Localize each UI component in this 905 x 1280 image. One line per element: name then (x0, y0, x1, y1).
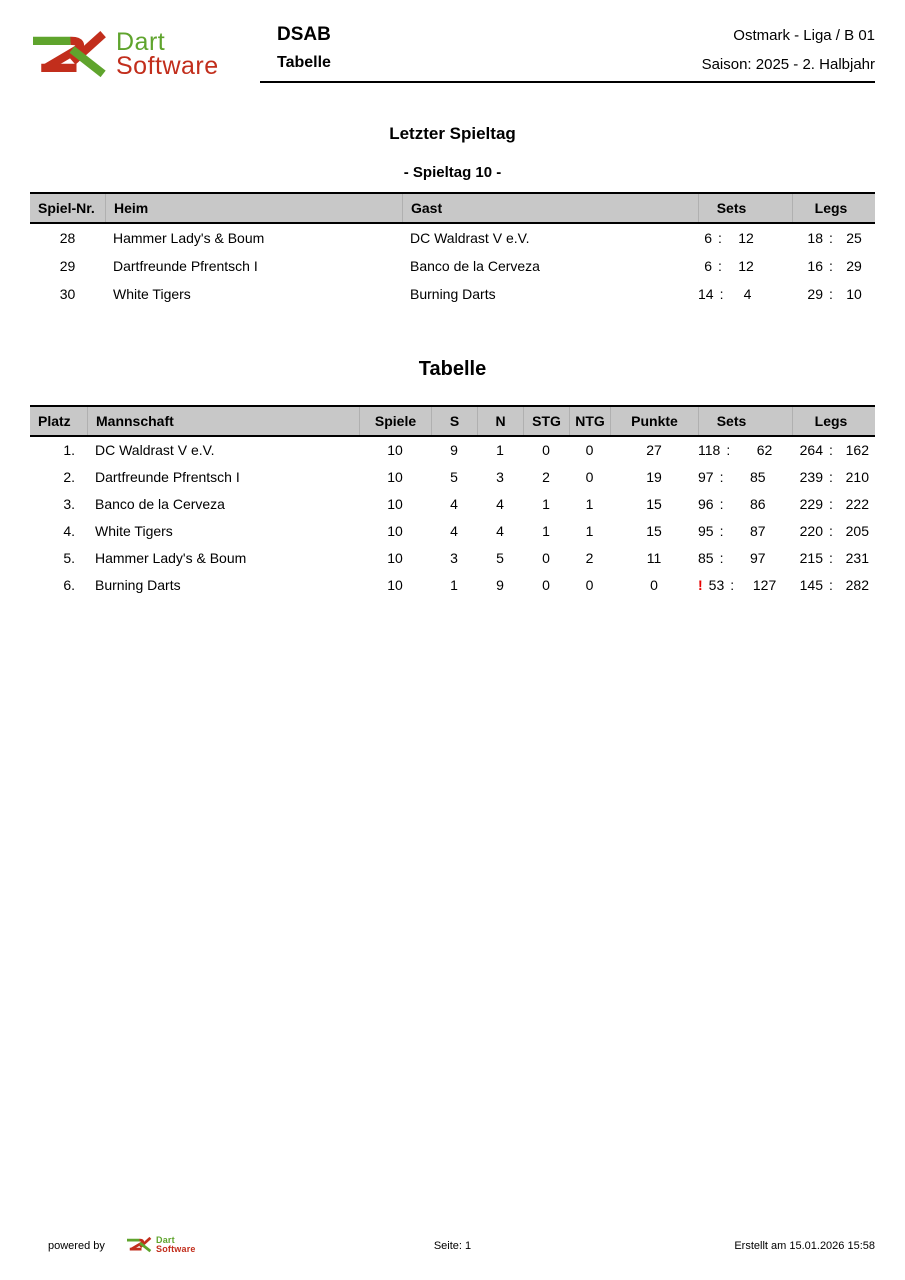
brand-word-software: Software (156, 1243, 196, 1254)
points: 27 (646, 442, 662, 458)
col-sets: Sets (698, 194, 792, 222)
home-team: Dartfreunde Pfrentsch I (113, 258, 258, 274)
wins: 5 (450, 469, 458, 485)
penalty-mark: ! (698, 577, 703, 593)
score-colon: : (719, 523, 724, 539)
losses: 4 (496, 523, 504, 539)
matchday-number-subtitle: - Spieltag 10 - (403, 164, 502, 181)
points: 19 (646, 469, 662, 485)
legs-guest: 25 (846, 230, 862, 246)
score-colon: : (719, 286, 724, 302)
brand-logo (30, 28, 219, 80)
sets-home: 97 (698, 469, 714, 485)
sets-guest: 97 (750, 550, 766, 566)
match-row (30, 252, 875, 280)
col-gast: Gast (402, 194, 698, 222)
score-colon: : (829, 496, 833, 512)
guest-team: Burning Darts (410, 286, 496, 302)
page-number: Seite: 1 (433, 1240, 472, 1252)
score-colon: : (726, 442, 731, 458)
stg: 0 (542, 577, 550, 593)
points: 15 (646, 523, 662, 539)
score-colon: : (829, 469, 833, 485)
sets-score (698, 518, 792, 545)
ntg: 2 (585, 550, 594, 566)
home-team: Hammer Lady's & Boum (113, 230, 265, 246)
score-colon: : (829, 442, 833, 458)
rank: 6. (63, 577, 75, 593)
team-name: DC Waldrast V e.V. (95, 442, 215, 458)
sets-home: 118 (698, 442, 721, 458)
brand-word-software: Software (116, 52, 219, 80)
legs-home: 16 (807, 258, 823, 274)
sets-guest: 127 (752, 577, 777, 593)
match-number: 29 (59, 258, 76, 274)
team-name: Burning Darts (95, 577, 181, 593)
legs-guest: 231 (845, 550, 869, 566)
legs-guest: 162 (845, 442, 869, 458)
sets-home: 95 (698, 523, 714, 539)
legs-guest: 282 (845, 577, 869, 593)
games: 10 (387, 523, 403, 539)
rank: 1. (63, 442, 75, 458)
sets-guest: 86 (750, 496, 766, 512)
sets-guest: 4 (743, 286, 752, 302)
sets-guest: 87 (750, 523, 766, 539)
sets-home: 96 (698, 496, 714, 512)
stg: 1 (542, 523, 550, 539)
score-colon: : (719, 550, 724, 566)
score-colon: : (829, 550, 833, 566)
legs-home: 239 (799, 469, 823, 485)
col-heim: Heim (105, 194, 402, 222)
standings-row (30, 545, 875, 572)
sets-home: 6 (704, 258, 712, 274)
stg: 2 (542, 469, 550, 485)
losses: 1 (496, 442, 504, 458)
dart-software-logo-icon (30, 28, 108, 80)
rank: 2. (63, 469, 75, 485)
legs-home: 18 (807, 230, 823, 246)
legs-home: 220 (799, 523, 823, 539)
standings-row (30, 464, 875, 491)
legs-score (792, 545, 875, 572)
col-legs: Legs (792, 194, 875, 222)
col-n: N (477, 407, 523, 435)
team-name: White Tigers (95, 523, 173, 539)
legs-score (792, 252, 875, 280)
standings-row (30, 572, 875, 599)
rank: 4. (63, 523, 75, 539)
standings-row (30, 491, 875, 518)
sets-score (698, 224, 792, 252)
legs-score (792, 437, 875, 464)
wins: 1 (450, 577, 458, 593)
losses: 4 (496, 496, 504, 512)
standings-title: Tabelle (418, 358, 487, 380)
legs-home: 264 (799, 442, 823, 458)
standings-table-header (30, 405, 875, 437)
sets-home: 6 (704, 230, 712, 246)
ntg: 1 (585, 523, 594, 539)
wins: 4 (450, 523, 458, 539)
legs-guest: 222 (845, 496, 869, 512)
document-title-block (277, 24, 331, 73)
sets-guest: 12 (738, 258, 754, 274)
home-team: White Tigers (113, 286, 191, 302)
col-s: S (431, 407, 477, 435)
standings-row (30, 437, 875, 464)
losses: 3 (496, 469, 504, 485)
last-matchday-title: Letzter Spieltag (389, 124, 516, 143)
document-type: Tabelle (277, 54, 331, 71)
col-mannschaft: Mannschaft (87, 407, 359, 435)
col-spielnr: Spiel-Nr. (38, 200, 95, 216)
match-number: 30 (59, 286, 76, 302)
score-colon: : (829, 258, 833, 274)
sets-score (698, 545, 792, 572)
wins: 9 (450, 442, 458, 458)
stg: 0 (542, 550, 550, 566)
col-ntg: NTG (569, 407, 610, 435)
last-matchday-table-header (30, 192, 875, 224)
sets-home: 14 (698, 286, 714, 302)
season-label: Saison: 2025 - 2. Halbjahr (701, 56, 875, 73)
sets-score (698, 252, 792, 280)
team-name: Hammer Lady's & Boum (95, 550, 247, 566)
score-colon: : (719, 496, 724, 512)
score-colon: : (829, 230, 833, 246)
sets-guest: 12 (738, 230, 754, 246)
sets-score (698, 491, 792, 518)
legs-score (792, 491, 875, 518)
rank: 5. (63, 550, 75, 566)
ntg: 0 (585, 469, 594, 485)
legs-guest: 10 (846, 286, 862, 302)
games: 10 (387, 469, 403, 485)
legs-score (792, 518, 875, 545)
legs-home: 215 (799, 550, 823, 566)
wins: 3 (450, 550, 458, 566)
legs-score (792, 572, 875, 599)
legs-home: 29 (807, 286, 823, 302)
match-number: 28 (59, 230, 76, 246)
legs-home: 229 (799, 496, 823, 512)
games: 10 (387, 550, 403, 566)
match-row (30, 280, 875, 308)
legs-score (792, 224, 875, 252)
brand-wordmark (116, 30, 219, 78)
stg: 0 (542, 442, 550, 458)
legs-score (792, 464, 875, 491)
ntg: 0 (585, 577, 594, 593)
games: 10 (387, 496, 403, 512)
sets-home: 85 (698, 550, 714, 566)
sets-guest: 85 (750, 469, 766, 485)
legs-guest: 210 (845, 469, 869, 485)
org-title: DSAB (277, 24, 331, 45)
rank: 3. (63, 496, 75, 512)
match-row (30, 224, 875, 252)
legs-score (792, 280, 875, 308)
brand-word-dart: Dart (116, 28, 166, 56)
sets-score (698, 464, 792, 491)
sets-score (698, 437, 792, 464)
created-timestamp: Erstellt am 15.01.2026 15:58 (734, 1240, 875, 1252)
sets-guest: 62 (756, 442, 773, 458)
standings-row (30, 518, 875, 545)
powered-by-label: powered by (48, 1240, 105, 1252)
legs-home: 145 (799, 577, 823, 593)
col-sets: Sets (698, 407, 792, 435)
points: 0 (650, 577, 658, 593)
col-platz: Platz (38, 413, 71, 429)
col-stg: STG (523, 407, 569, 435)
league-name: Ostmark - Liga / B 01 (733, 27, 875, 44)
score-colon: : (829, 577, 833, 593)
score-colon: : (829, 286, 833, 302)
league-meta-block (702, 27, 875, 73)
sets-score (698, 280, 792, 308)
score-colon: : (730, 577, 735, 593)
ntg: 0 (585, 442, 594, 458)
col-spiele: Spiele (359, 407, 431, 435)
standings-table (30, 405, 875, 599)
score-colon: : (718, 258, 722, 274)
points: 11 (646, 550, 662, 566)
score-colon: : (719, 469, 724, 485)
legs-guest: 205 (845, 523, 869, 539)
col-legs: Legs (792, 407, 875, 435)
team-name: Dartfreunde Pfrentsch I (95, 469, 240, 485)
sets-score (698, 572, 792, 599)
points: 15 (646, 496, 662, 512)
losses: 9 (496, 577, 504, 593)
wins: 4 (450, 496, 458, 512)
games: 10 (387, 577, 403, 593)
team-name: Banco de la Cerveza (95, 496, 225, 512)
guest-team: DC Waldrast V e.V. (410, 230, 530, 246)
sets-home: ! 53 (698, 577, 725, 593)
header-divider (260, 81, 875, 83)
ntg: 1 (585, 496, 594, 512)
last-matchday-table (30, 192, 875, 308)
brand-word-dart: Dart (156, 1234, 175, 1245)
legs-guest: 29 (846, 258, 862, 274)
score-colon: : (829, 523, 833, 539)
score-colon: : (718, 230, 722, 246)
games: 10 (387, 442, 403, 458)
guest-team: Banco de la Cerveza (410, 258, 540, 274)
losses: 5 (496, 550, 504, 566)
stg: 1 (542, 496, 550, 512)
col-punkte: Punkte (610, 407, 698, 435)
